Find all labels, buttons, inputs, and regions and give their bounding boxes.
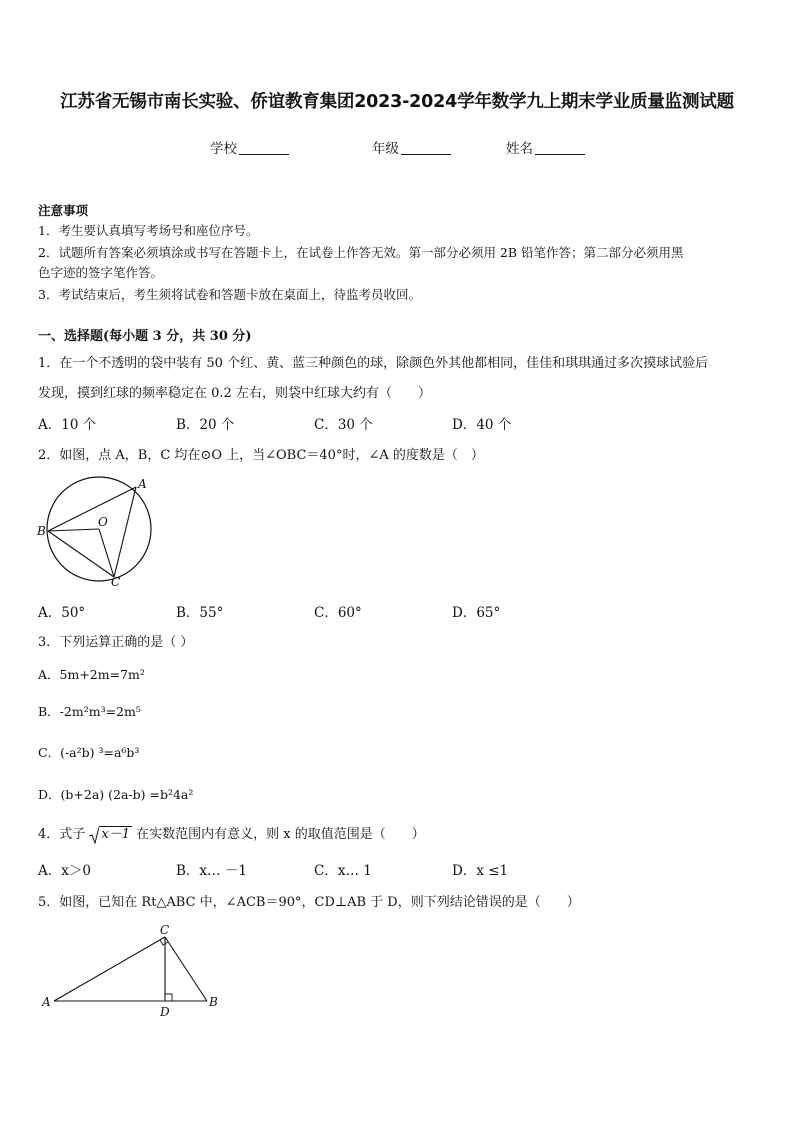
q5-stem: 5．如图，已知在 Rt△ABC 中，∠ACB＝90°，CD⊥AB 于 D，则下列结论错误的是（ ） [38,895,580,910]
q5-segment-ac [54,937,165,1001]
q3-option-c: C．(-a²b) ³=a⁶b³ [38,745,140,760]
notice-item-1: 1．考生要认真填写考场号和座位序号。 [38,223,259,238]
q5-label-c: C [160,923,170,937]
q4-radicand: x－1 [101,827,131,842]
q1-option-a: A．10 个 [38,417,97,433]
q4-option-d: D．x ≤1 [452,863,509,879]
field-school-blank [239,141,289,155]
field-name-blank [535,141,585,155]
q2-option-d: D．65° [452,605,501,621]
q3-option-a: A．5m+2m=7m² [38,667,145,682]
q4-option-b: B．x… －1 [176,863,247,879]
page-title: 江苏省无锡市南长实验、侨谊教育集团2023-2024学年数学九上期末学业质量监测试题 [60,92,734,112]
q5-label-a: A [42,995,51,1009]
q1-stem-line2: 发现，摸到红球的频率稳定在 0.2 左右，则袋中红球大约有（ ） [38,386,431,401]
field-school [210,140,289,158]
q2-label-a: A [138,477,147,491]
q2-label-c: C [111,575,121,588]
q4-option-a: A．x＞0 [38,863,91,879]
field-grade-blank [401,141,451,155]
q2-segment-oc [99,529,114,577]
notice-item-2-cont: 色字迹的签字笔作答。 [38,265,164,280]
section-heading: 一、选择题(每小题 3 分，共 30 分) [38,329,252,344]
q1-option-b: B．20 个 [176,417,235,433]
q3-option-d: D．(b+2a) (2a-b) =b²4a² [38,787,194,802]
q4-option-c: C．x… 1 [314,863,372,879]
q5-figure [40,922,225,1022]
q2-label-o: O [98,515,108,529]
q4-stem-post: 在实数范围内有意义，则 x 的取值范围是（ ） [132,827,425,842]
q2-segment-bc [48,531,114,577]
q1-option-d: D．40 个 [452,417,512,433]
q4-stem-pre: 4．式子 [38,827,90,842]
q3-option-b: B．-2m²m³=2m⁵ [38,704,141,719]
field-school-label: 学校 [210,141,237,157]
field-name-label: 姓名 [506,141,533,157]
q2-figure [34,476,160,588]
notice-item-3: 3．考试结束后，考生须将试卷和答题卡放在桌面上，待监考员收回。 [38,287,421,302]
q2-segment-bo [48,529,99,531]
q1-stem-line1: 1．在一个不透明的袋中装有 50 个红、黄、蓝三种颜色的球，除颜色外其他都相同，佳佳和琪琪通过多次摸球试验后 [38,356,709,371]
q5-segment-bc [165,937,207,1001]
q5-label-b: B [209,995,218,1009]
q4-stem [38,826,425,844]
q2-label-b: B [37,524,46,538]
q5-label-d: D [160,1005,170,1019]
field-grade [372,140,451,158]
q2-option-b: B．55° [176,605,224,621]
q2-option-a: A．50° [38,605,86,621]
field-name [506,140,585,158]
q5-right-angle-d [165,994,172,1001]
field-grade-label: 年级 [372,141,399,157]
q2-segment-ac [114,487,136,577]
notice-heading: 注意事项 [38,203,89,218]
q5-right-angle-c [160,940,168,945]
notice-item-2: 2．试题所有答案必须填涂或书写在答题卡上，在试卷上作答无效。第一部分必须用 2B 铅笔作答；第二部分必须用黑 [38,245,684,260]
q1-option-c: C．30 个 [314,417,373,433]
q4-radical [89,826,132,844]
q4-radical-sign [89,826,99,844]
q2-option-c: C．60° [314,605,362,621]
q3-stem: 3．下列运算正确的是（ ） [38,635,194,650]
q2-stem: 2．如图，点 A，B，C 均在⊙O 上，当∠OBC＝40°时，∠A 的度数是（ ） [38,448,484,463]
